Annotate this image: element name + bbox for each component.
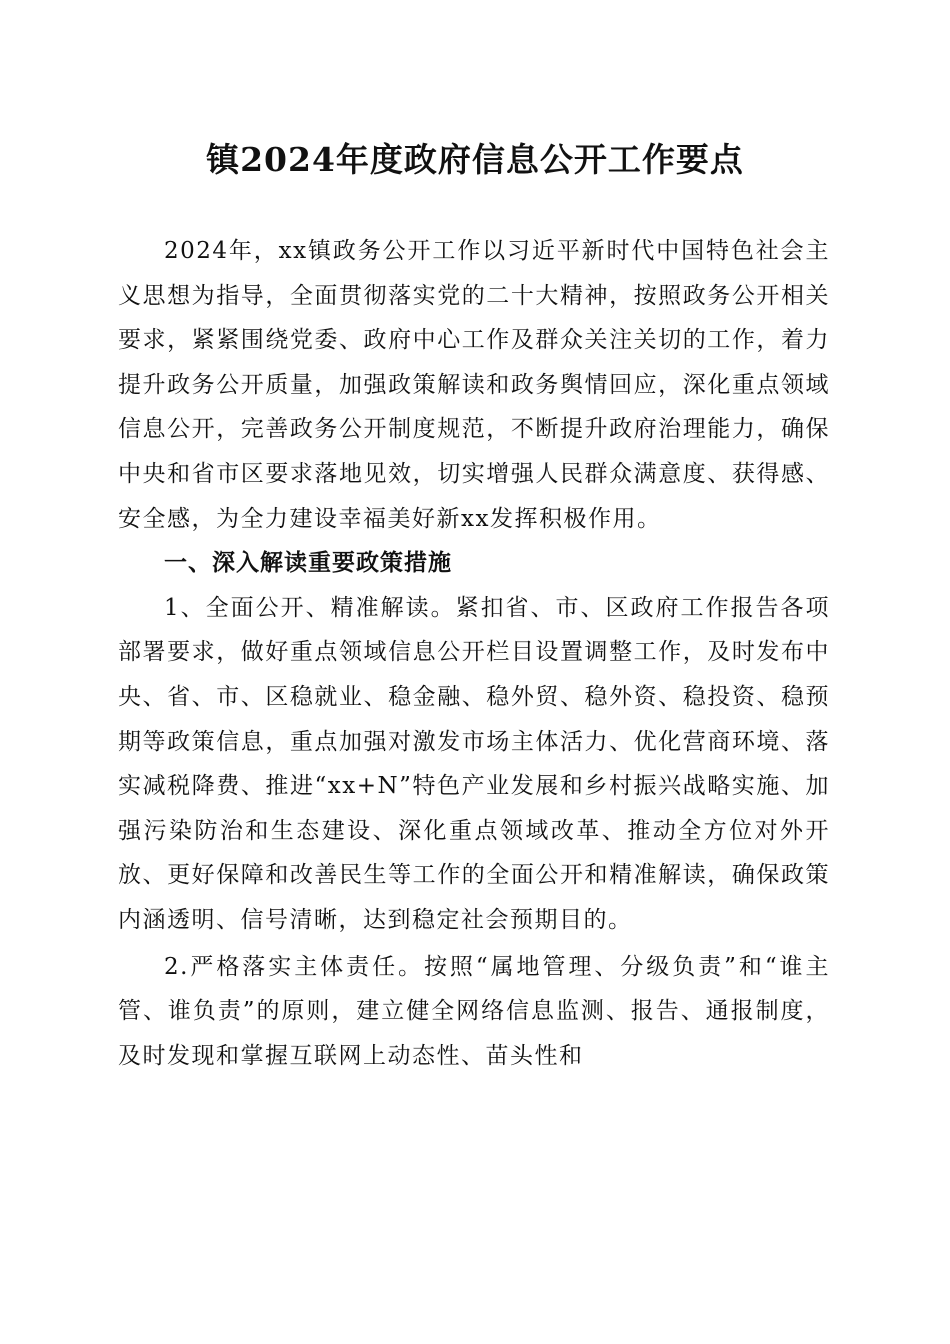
item-2-paragraph: 2.严格落实主体责任。按照“属地管理、分级负责”和“谁主管、谁负责”的原则，建立健全网络信息监测、报告、通报制度，及时发现和掌握互联网上动态性、苗头性和 xyxy=(118,953,830,1069)
section-heading-1: 一、深入解读重要政策措施 xyxy=(164,550,452,577)
item-1-paragraph: 1、全面公开、精准解读。紧扣省、市、区政府工作报告各项部署要求，做好重点领域信息公开栏目设置调整工作，及时发布中央、省、市、区稳就业、稳金融、稳外贸、稳外资、稳投资、稳预期等政策信息，重点加强对激发市场主体活力、优化营商环境、落实减税降费、推进“xx+N”特色产业发展和乡村振兴战略实施、加强污染防治和生态建设、深化重点领域改革、推动全方位对外开放、更好保障和改善民生等工作的全面公开和精准解读，确保政策内涵透明、信号清晰，达到稳定社会预期目的。 xyxy=(118,594,830,933)
intro-paragraph: 2024年，xx镇政务公开工作以习近平新时代中国特色社会主义思想为指导，全面贯彻落实党的二十大精神，按照政务公开相关要求，紧紧围绕党委、政府中心工作及群众关注关切的工作，着力提升政务公开质量，加强政策解读和政务舆情回应，深化重点领域信息公开，完善政务公开制度规范，不断提升政府治理能力，确保中央和省市区要求落地见效，切实增强人民群众满意度、获得感、安全感，为全力建设幸福美好新xx发挥积极作用。 xyxy=(118,238,830,532)
document-title: 镇2024年度政府信息公开工作要点 xyxy=(206,140,744,179)
document-body xyxy=(118,229,830,1078)
